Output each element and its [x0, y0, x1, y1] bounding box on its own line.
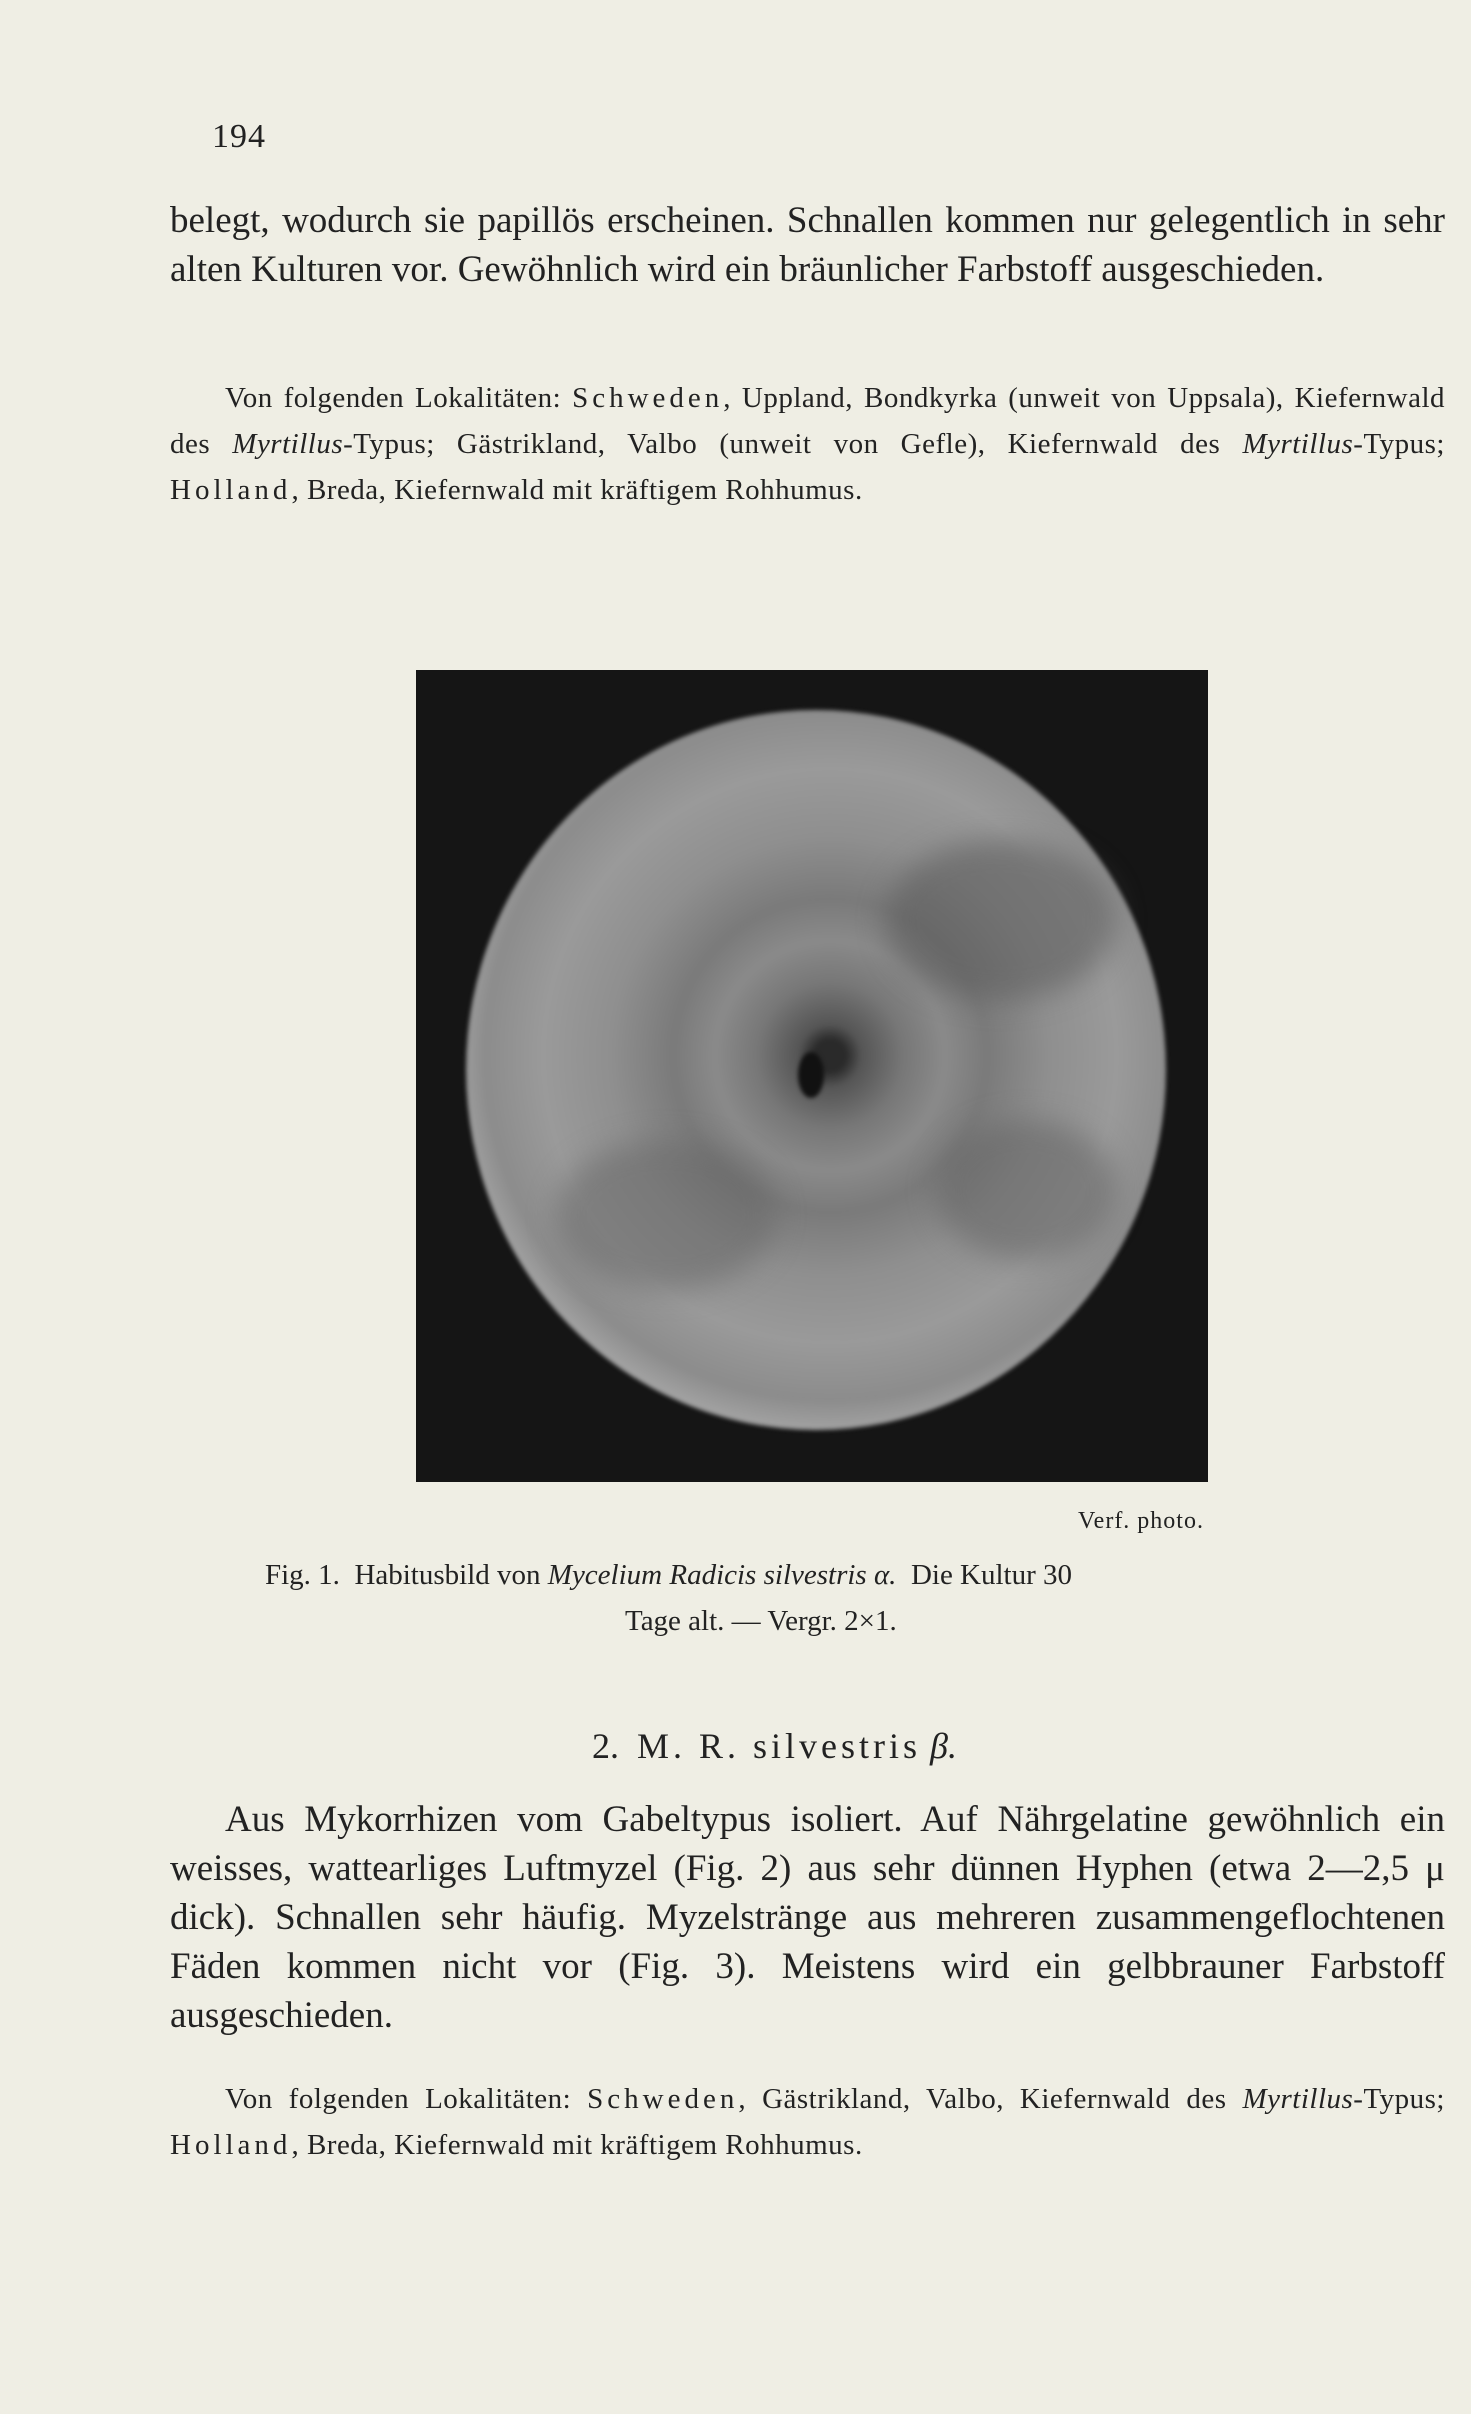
localities-text: , Breda, Kiefernwald mit kräftigem Rohhumus. [291, 2129, 863, 2161]
caption-label: Fig. 1. [265, 1559, 340, 1591]
localities-text: , Uppland, Bondkyrka (unweit von Uppsala), Kiefernwald des [170, 382, 1445, 460]
culture-patch [936, 1120, 1116, 1260]
culture-center [798, 1052, 824, 1098]
localities-text: -Typus; [1353, 2083, 1445, 2115]
page-number: 194 [212, 118, 266, 155]
species-name: Myrtillus [232, 428, 344, 460]
section-heading [592, 1725, 957, 1767]
country-name: Holland [170, 2129, 292, 2161]
caption-rest-line2: Tage alt. — Vergr. 2×1. [625, 1605, 897, 1637]
culture-patch [556, 1140, 776, 1290]
description-paragraph: Aus Mykorrhizen vom Gabeltypus isoliert. Auf Nährgelatine gewöhnlich ein weisses, wattearliges Luftmyzel (Fig. 2) aus sehr dünnen Hyphen (etwa 2—2,5 μ dick). Schnallen sehr häufig. Myzelstränge aus mehreren zusammengeflochtenen Fäden kommen nicht vor (Fig. 3). Meistens wird ein gelbbrauner Farbstoff ausgeschieden. [170, 1799, 1445, 2036]
culture-photograph [416, 670, 1208, 1482]
country-name: Schweden [587, 2083, 739, 2115]
species-name: Myrtillus [1242, 2083, 1354, 2115]
localities-paragraph-2 [170, 2076, 1445, 2168]
localities-text: , Breda, Kiefernwald mit kräftigem Rohhumus. [291, 474, 863, 506]
localities-intro: Von folgenden Lokalitäten: [225, 2083, 588, 2115]
country-name: Holland [170, 474, 292, 506]
heading-name: M. R. silvestris [637, 1726, 922, 1766]
heading-greek: β. [930, 1726, 957, 1766]
localities-paragraph-1 [170, 375, 1445, 513]
caption-text: Habitusbild von [354, 1559, 541, 1591]
culture-patch [886, 840, 1116, 1000]
heading-number: 2. [592, 1726, 619, 1766]
localities-text: , Gästrikland, Valbo, Kiefernwald des [738, 2083, 1243, 2115]
photo-credit: Verf. photo. [1078, 1508, 1204, 1534]
caption-species: Mycelium Radicis silvestris α. [547, 1559, 897, 1591]
caption-rest: Die Kultur 30 [910, 1559, 1073, 1591]
country-name: Schweden [572, 382, 724, 414]
figure-caption [265, 1552, 1385, 1644]
localities-text: -Typus; Gästrikland, Valbo (unweit von Gefle), Kiefernwald des [343, 428, 1243, 460]
localities-text: -Typus; [1353, 428, 1445, 460]
paragraph-continuation: belegt, wodurch sie papillös erscheinen. Schnallen kommen nur gelegentlich in sehr alten Kulturen vor. Gewöhnlich wird ein bräunlicher Farbstoff ausgeschieden. [170, 200, 1445, 290]
localities-intro: Von folgenden Lokalitäten: [225, 382, 573, 414]
species-name: Myrtillus [1242, 428, 1354, 460]
